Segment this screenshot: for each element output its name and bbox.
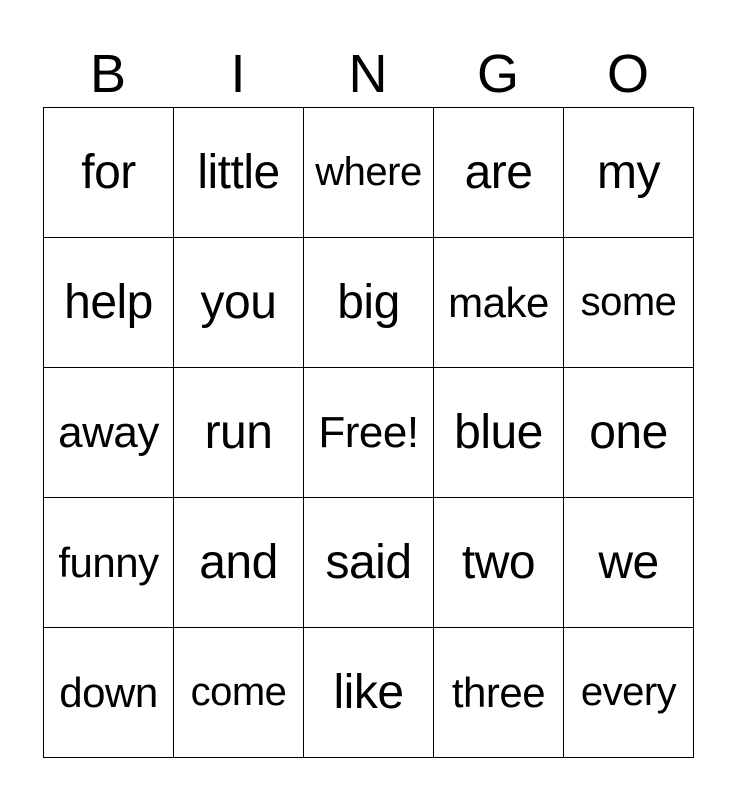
bingo-cell-r1-c3[interactable]: make [434, 238, 564, 368]
bingo-cell-r3-c2[interactable]: said [304, 498, 434, 628]
bingo-cell-r3-c3[interactable]: two [434, 498, 564, 628]
bingo-cell-r4-c0[interactable]: down [44, 628, 174, 758]
bingo-cell-r3-c4[interactable]: we [564, 498, 694, 628]
bingo-cell-r3-c0[interactable]: funny [44, 498, 174, 628]
bingo-cell-r0-c2[interactable]: where [304, 108, 434, 238]
bingo-cell-r1-c0[interactable]: help [44, 238, 174, 368]
bingo-card-grid [43, 107, 694, 758]
bingo-cell-r4-c3[interactable]: three [434, 628, 564, 758]
header-letter-b: B [89, 44, 127, 104]
bingo-header [43, 42, 693, 106]
bingo-cell-r0-c0[interactable]: for [44, 108, 174, 238]
bingo-cell-r4-c4[interactable]: every [564, 628, 694, 758]
header-letter-n: N [348, 44, 388, 104]
bingo-cell-r1-c1[interactable]: you [174, 238, 304, 368]
bingo-cell-r2-c0[interactable]: away [44, 368, 174, 498]
bingo-cell-r1-c4[interactable]: some [564, 238, 694, 368]
bingo-cell-free-space[interactable]: Free! [304, 368, 434, 498]
bingo-cell-r1-c2[interactable]: big [304, 238, 434, 368]
bingo-cell-r0-c1[interactable]: little [174, 108, 304, 238]
bingo-cell-r3-c1[interactable]: and [174, 498, 304, 628]
bingo-cell-r4-c1[interactable]: come [174, 628, 304, 758]
bingo-cell-r0-c4[interactable]: my [564, 108, 694, 238]
bingo-cell-r0-c3[interactable]: are [434, 108, 564, 238]
bingo-cell-r2-c4[interactable]: one [564, 368, 694, 498]
bingo-cell-r2-c1[interactable]: run [174, 368, 304, 498]
header-letter-o: O [606, 44, 649, 104]
bingo-cell-r2-c3[interactable]: blue [434, 368, 564, 498]
bingo-cell-r4-c2[interactable]: like [304, 628, 434, 758]
header-letter-i: I [230, 44, 246, 104]
header-letter-g: G [476, 44, 519, 104]
